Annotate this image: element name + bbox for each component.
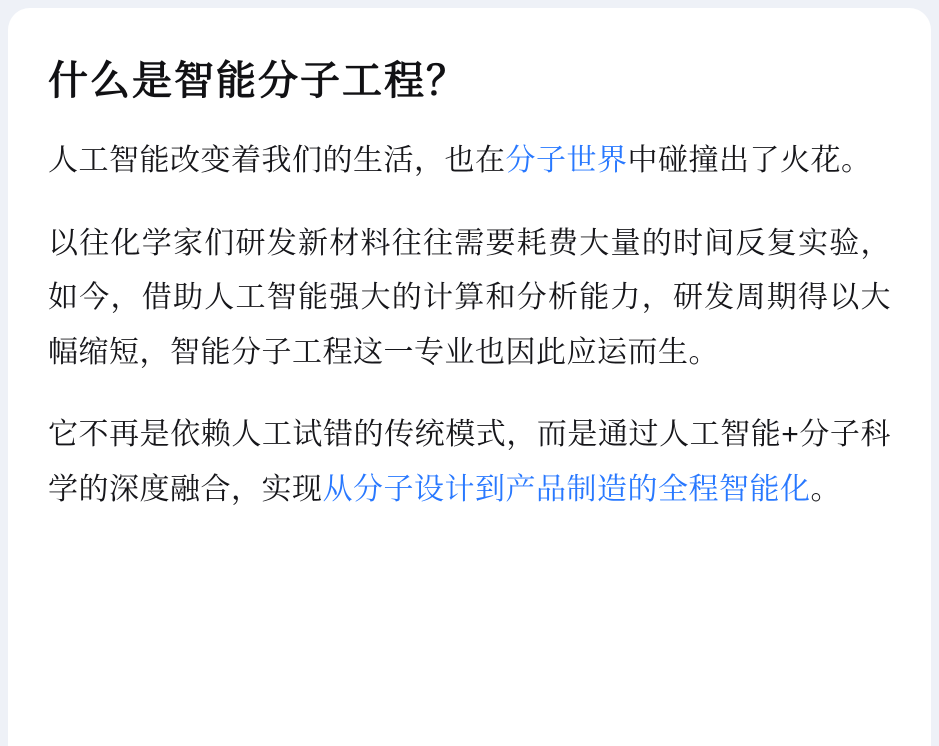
paragraph-text: 以往化学家们研发新材料往往需要耗费大量的时间反复实验，如今，借助人工智能强大的计算和分析能力，研发周期得以大幅缩短，智能分子工程这一专业也因此应运而生。 [48, 226, 891, 369]
highlighted-text[interactable]: 分子世界 [505, 144, 628, 177]
paragraph-text: 。 [810, 472, 841, 506]
article-paragraph [48, 217, 891, 381]
paragraph-text: 它不再是依赖人工试错的传统模式，而是通过人工智能+分子科学的深度融合，实现 [48, 418, 891, 506]
article-paragraph [48, 408, 891, 517]
highlighted-text[interactable]: 从分子设计到产品制造的全程智能化 [322, 472, 811, 506]
article-paragraph [48, 134, 891, 189]
article-body [48, 134, 891, 518]
page-title: 什么是智能分子工程？ [48, 59, 468, 103]
article-card [8, 8, 931, 746]
paragraph-text: 中碰撞出了火花。 [627, 144, 872, 177]
paragraph-text: 人工智能改变着我们的生活，也在 [48, 144, 506, 177]
